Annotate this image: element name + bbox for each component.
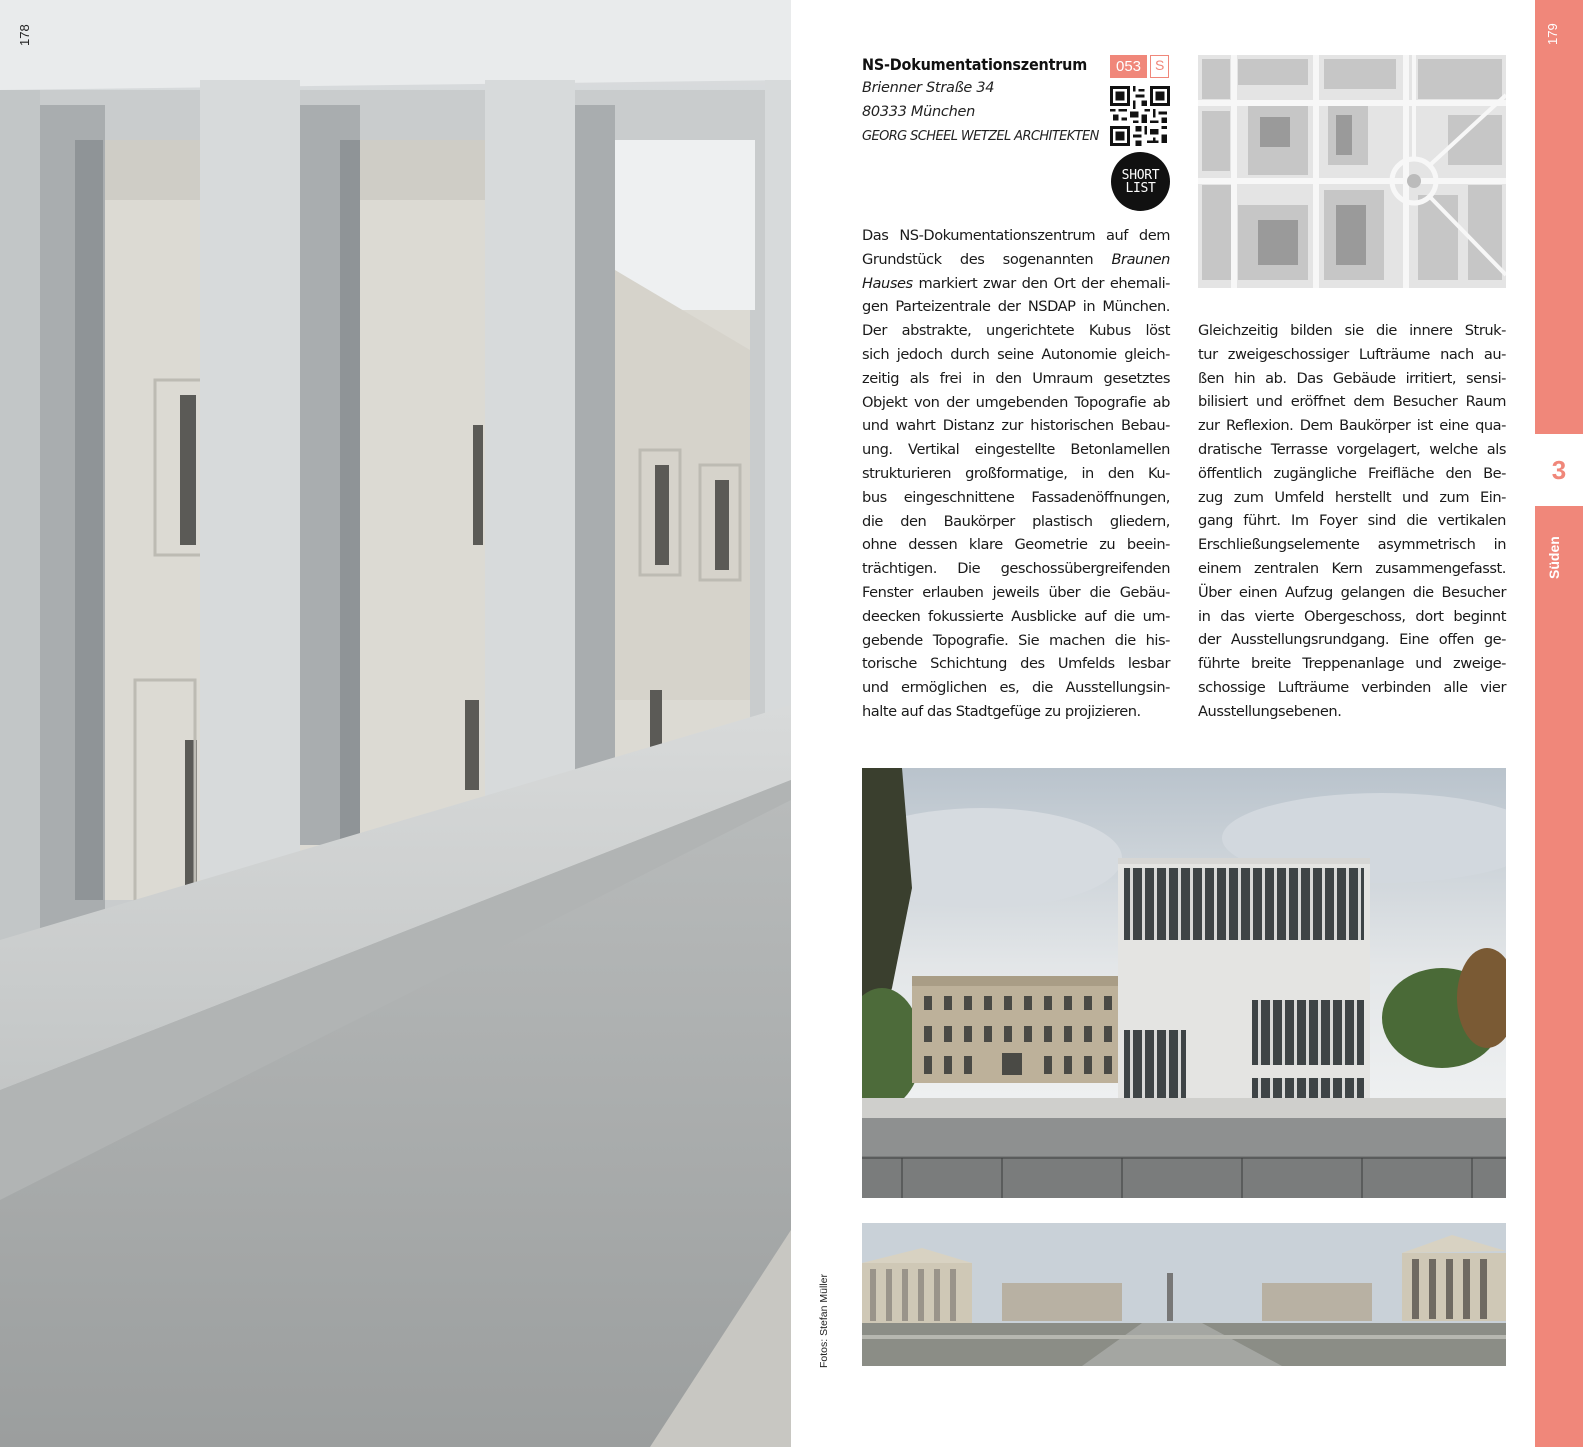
body-line: trächtigen. Die geschossübergreifenden [862,560,1170,578]
body-line: ung. Vertikal eingestellte Betonlamellen [862,441,1170,459]
body-line: ohne dessen klare Geometrie zu beein- [862,536,1170,554]
body-line: torische Schichtung des Umfelds lesbar [862,655,1170,673]
body-line: führte breite Treppenanlage und zweige- [1198,655,1506,673]
body-line: sich jedoch durch seine Autonomie gleich- [862,345,1170,363]
body-line: Fenster erlauben jeweils über die Gebäu- [862,583,1170,601]
body-line: gang führt. Im Foyer sind die vertikalen [1198,512,1506,530]
shortlist-line-1: SHORT [1121,167,1160,183]
body-line: bilisiert und eröffnet dem Besucher Raum [1198,393,1506,411]
body-line: ßen hin ab. Das Gebäude irritiert, sensi- [1198,369,1506,387]
body-line: Erschließungselemente asymmetrisch in [1198,536,1506,554]
entry-title: NS-Dokumentationszentrum [862,55,1088,74]
photo-credit: Fotos: Stefan Müller [818,1274,830,1368]
panorama-photo [862,1223,1506,1366]
body-line: bus eingeschnittene Fassadenöffnungen, [862,488,1170,506]
building-exterior-photo [862,768,1506,1198]
body-line: schossige Lufträume verbinden alle vier [1198,678,1506,696]
body-column-1 [862,224,1170,724]
page-number-left: 178 [17,24,32,46]
body-line: die den Baukörper plastisch gliedern, [862,512,1170,530]
body-line: deecken fokussierte Ausblicke auf die um- [862,607,1170,625]
body-line: Das NS-Dokumentationszentrum auf dem [862,227,1170,244]
body-line: in das vierte Obergeschoss, dort beginnt [1198,607,1506,625]
body-line: Über einen Aufzug gelangen die Besucher [1198,583,1506,601]
body-line: zug zum Umfeld herstellt und zum Ein- [1198,488,1506,506]
body-line: Ausstellungsebenen. [1198,702,1342,720]
body-line: zur Reflexion. Dem Baukörper ist eine qua- [1198,417,1506,435]
body-line: und wahrt Distanz zur historischen Bebau- [862,417,1170,435]
shortlist-line-2: LIST [1125,180,1156,196]
italic-term: Hauses [862,274,913,292]
body-line: dratische Terrasse vorgelagert, welche als [1198,440,1506,458]
body-line: Hauses markiert zwar den Ort der ehemali- [862,274,1170,292]
site-map [1198,55,1506,288]
chapter-section-label[interactable]: Süden [1546,536,1562,580]
body-line: und ermöglichen es, die Ausstellungsin- [862,679,1170,697]
entry-street: Brienner Straße 34 [862,80,995,96]
qr-code-icon[interactable] [1110,86,1170,146]
chapter-number[interactable]: 3 [1535,434,1583,506]
body-line: Grundstück des sogenannten Braunen [862,250,1170,268]
body-line: strukturieren großformatige, in den Ku- [862,464,1170,482]
shortlist-badge [1111,152,1170,211]
entry-code-suffix: S [1150,55,1169,78]
page-number-right: 179 [1545,23,1560,45]
interior-window-photo [0,0,791,1447]
entry-city: 80333 München [862,104,975,120]
body-line: tur zweigeschossiger Lufträume nach au- [1198,345,1506,363]
body-line: Der abstrakte, ungerichtete Kubus löst [862,322,1170,340]
italic-term: Braunen [1111,250,1170,268]
entry-code: 053 [1110,55,1147,78]
body-column-2 [1198,319,1506,724]
chapter-side-tab [1535,0,1583,1447]
body-line: Objekt von der umgebenden Topografie ab [862,393,1170,411]
body-line: halte auf das Stadtgefüge zu projizieren. [862,702,1141,720]
body-line: gen Parteizentrale der NSDAP in München. [862,298,1170,316]
entry-code-badge [1110,55,1169,78]
body-line: gebende Topografie. Sie machen die his- [862,631,1170,649]
body-line: einem zentralen Kern zusammengefasst. [1198,559,1506,577]
body-line: zeitig als frei in den Umraum gesetztes [862,369,1170,387]
body-line: öffentlich zugängliche Freifläche den Be- [1198,464,1506,482]
entry-architect: GEORG SCHEEL WETZEL ARCHITEKTEN [862,129,1099,144]
body-line: der Ausstellungsrundgang. Eine offen ge- [1198,631,1506,649]
body-line: Gleichzeitig bilden sie die innere Struk- [1198,322,1506,339]
